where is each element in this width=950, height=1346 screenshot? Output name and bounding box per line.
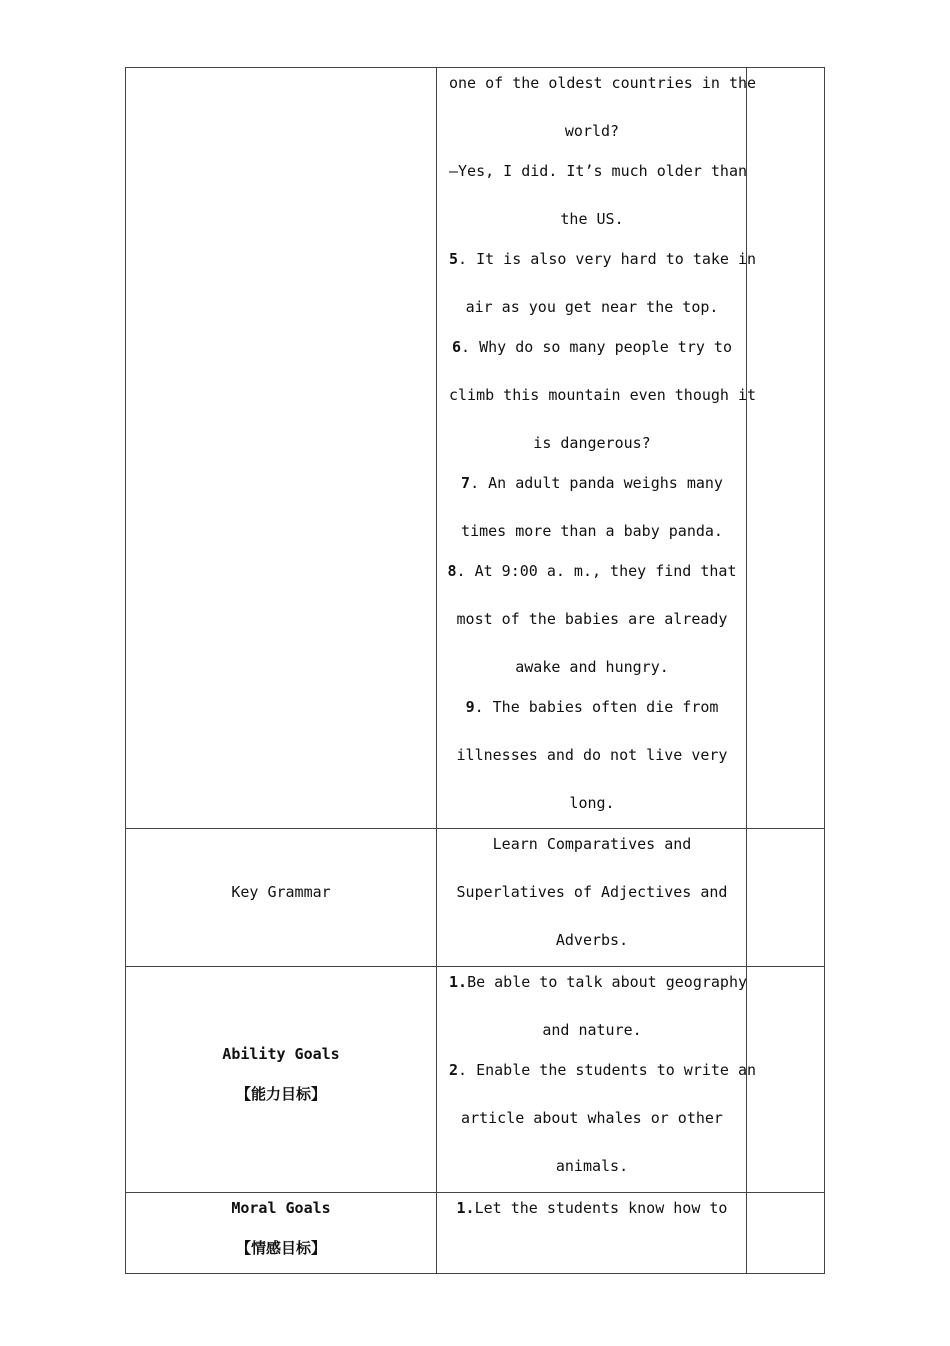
item-number: 7 [461,474,471,492]
item-text: . The babies often die from [474,698,719,716]
item-text: . Enable the students to write an [458,1061,757,1079]
goals-table [125,67,825,1274]
table-cell-label [126,829,436,966]
item-number: 2 [449,1061,459,1079]
text-line: the US. [560,210,624,228]
table-cell-label [126,967,436,1192]
text-line: air as you get near the top. [465,298,719,316]
text-line [437,561,747,581]
text-line: illnesses and do not live very [456,746,728,764]
item-text: Be able to talk about geography [467,973,748,991]
text-line: Learn Comparatives and [492,835,692,853]
item-number: 1. [449,973,468,991]
table-row [126,68,824,829]
text-line: animals. [555,1157,629,1175]
item-text: . At 9:00 a. m., they find that [456,562,737,580]
row-label-ability-goals-cn: 【能力目标】 [235,1085,326,1103]
row-label-moral-goals-cn: 【情感目标】 [235,1239,326,1257]
table-cell-content [437,967,757,1192]
table-cell-empty [126,68,436,828]
text-line: climb this mountain even though it [449,386,757,404]
text-line: world? [564,122,620,140]
text-line: one of the oldest countries in the [449,74,757,92]
table-row [126,1193,824,1273]
item-text: . An adult panda weighs many [470,474,723,492]
table-cell-label [126,1193,436,1273]
text-line [449,1060,757,1080]
text-line: awake and hungry. [515,658,669,676]
text-line: most of the babies are already [456,610,728,628]
item-text: . It is also very hard to take in [458,250,757,268]
text-line: and nature. [542,1021,642,1039]
row-label-key-grammar: Key Grammar [231,883,331,901]
item-number: 9 [465,698,475,716]
row-label-ability-goals: Ability Goals [222,1045,340,1063]
item-number: 6 [452,338,462,356]
text-line: Superlatives of Adjectives and [456,883,728,901]
text-line [437,697,747,717]
text-line [437,473,747,493]
text-line: is dangerous? [533,434,651,452]
item-number: 5 [449,250,459,268]
text-line: —Yes, I did. It’s much older than [449,162,748,180]
text-line: Adverbs. [555,931,629,949]
table-row [126,829,824,967]
item-text: . Why do so many people try to [461,338,732,356]
row-label-moral-goals: Moral Goals [231,1199,331,1217]
item-text: Let the students know how to [474,1199,728,1217]
item-number: 8 [447,562,457,580]
text-line [437,1198,747,1218]
table-cell-sentences [437,68,757,828]
table-row [126,967,824,1193]
item-number: 1. [456,1199,475,1217]
text-line [449,249,757,269]
text-line: long. [569,794,615,812]
table-cell-content [437,829,747,966]
text-line [449,972,748,992]
text-line: times more than a baby panda. [461,522,723,540]
table-cell-content [437,1193,747,1273]
text-line [437,337,747,357]
text-line: article about whales or other [461,1109,723,1127]
